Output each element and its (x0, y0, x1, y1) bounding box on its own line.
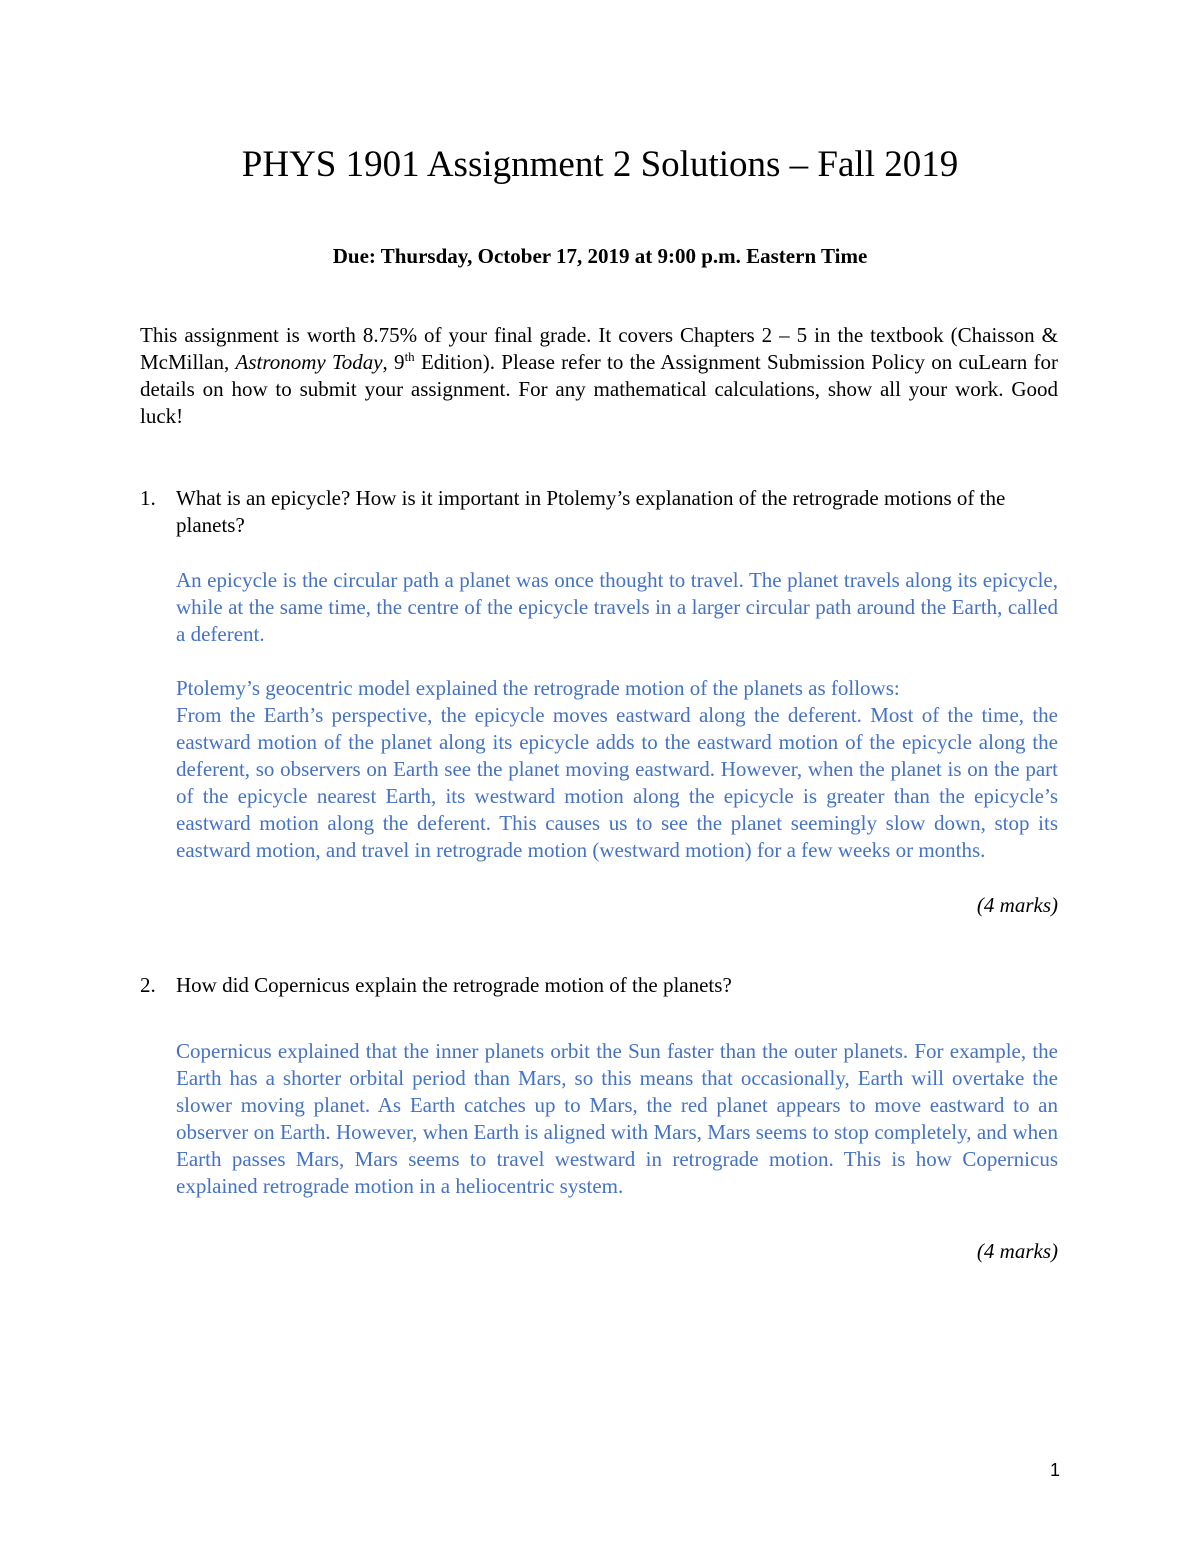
answer-text: From the Earth’s perspective, the epicycle moves eastward along the deferent. Most of the time, the eastward motion of the planet along its epicycle adds to the eastward motion of the epicycle along the deferent, so observers on Earth see the planet moving eastward. However, when the planet is on the part of the epicycle nearest Earth, its westward motion along the epicycle is greater than the epicycle’s eastward motion along the deferent. This causes us to see the planet seemingly slow down, stop its eastward motion, and travel in retrograde motion (westward motion) for a few weeks or months. (176, 703, 1058, 862)
marks-label: (4 marks) (976, 1239, 1058, 1263)
question-text: How did Copernicus explain the retrograde motion of the planets? (176, 973, 732, 997)
question-text: What is an epicycle? How is it important in Ptolemy’s explanation of the retrograde motions of the planets? (176, 486, 1006, 537)
intro-paragraph (140, 322, 1058, 430)
book-title: Astronomy Today (235, 350, 383, 374)
marks-label: (4 marks) (976, 893, 1058, 917)
answer-text: Copernicus explained that the inner planets orbit the Sun faster than the outer planets. For example, the Earth has a shorter orbital period than Mars, so this means that occasionally, Earth will overtake the slower moving planet. As Earth catches up to Mars, the red planet appears to move eastward to an observer on Earth. However, when Earth is aligned with Mars, Mars seems to stop completely, and when Earth passes Mars, Mars seems to travel westward in retrograde motion. This is how Copernicus explained retrograde motion in a heliocentric system. (176, 1039, 1058, 1198)
intro-text-part3: Edition). Please refer to the Assignment Submission Policy on cuLearn for details on how to submit your assignment. For any mathematical calculations, show all your work. Good luck! (140, 350, 1058, 428)
question-2 (140, 972, 1058, 999)
intro-text-part1: This assignment is worth 8.75% of your final grade. It covers Chapters 2 – 5 in the textbook (Chaisson & McMillan, (140, 323, 1058, 374)
question-1 (140, 485, 1058, 539)
question-number: 1. (140, 486, 156, 510)
due-date: Due: Thursday, October 17, 2019 at 9:00 p.m. Eastern Time (332, 244, 868, 268)
page-title: PHYS 1901 Assignment 2 Solutions – Fall 2019 (241, 144, 959, 185)
answer-text: Ptolemy’s geocentric model explained the retrograde motion of the planets as follows: (176, 676, 900, 700)
question-number: 2. (140, 973, 156, 997)
page-number: 1 (1049, 1460, 1060, 1480)
answer-text: An epicycle is the circular path a planet was once thought to travel. The planet travels along its epicycle, while at the same time, the centre of the epicycle travels in a larger circular path around the Earth, called a deferent. (176, 568, 1058, 646)
edition-superscript: th (404, 349, 415, 364)
answer-1-paragraph-2 (176, 675, 1058, 864)
intro-text-part2: , 9 (382, 350, 405, 374)
answer-1-paragraph-1 (176, 567, 1058, 648)
answer-2-paragraph-1 (176, 1038, 1058, 1200)
